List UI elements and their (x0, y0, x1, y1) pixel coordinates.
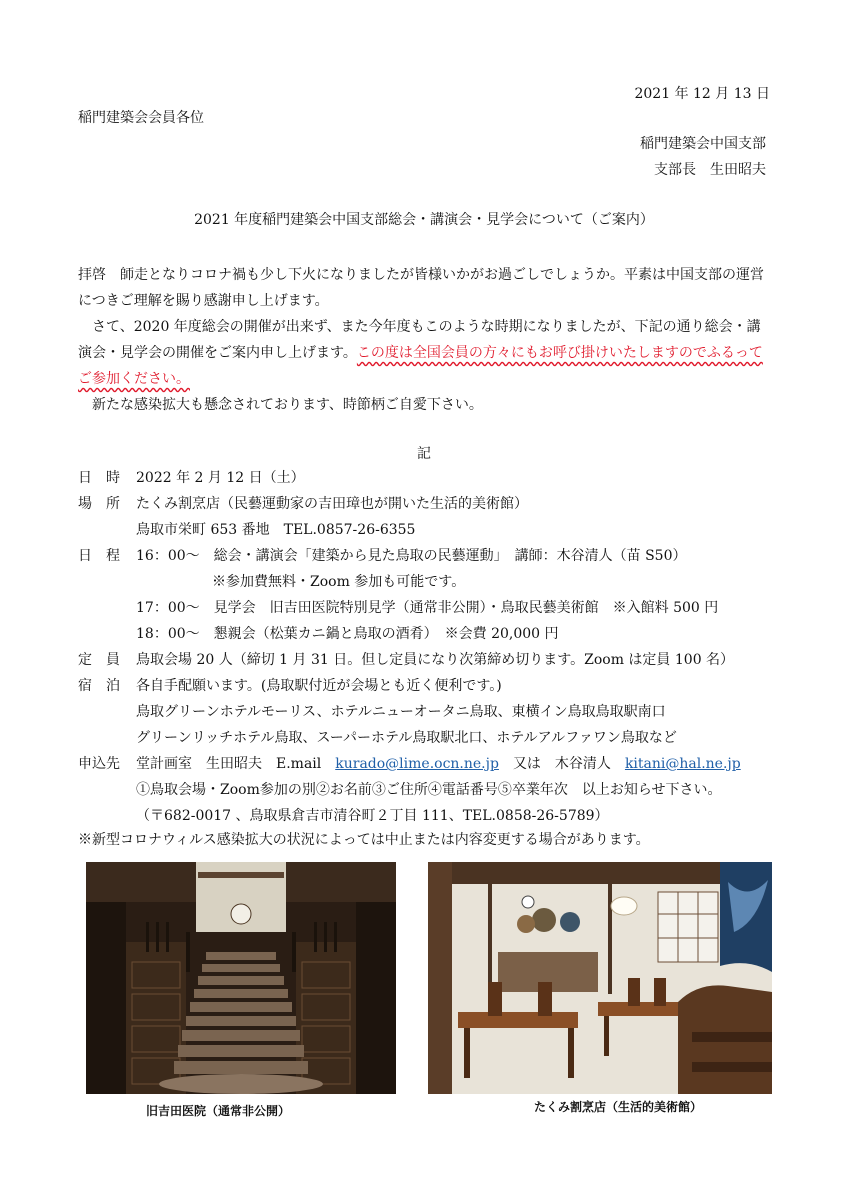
capacity-row (78, 650, 734, 670)
apply-row (78, 754, 741, 774)
body-paragraph-1: 拝啓 師走となりコロナ禍も少し下火になりましたが皆様いかがお過ごしでしょうか。平素は中国支部の運営につきご理解を賜り感謝申し上げます。 (78, 267, 764, 309)
email-link-kurado[interactable]: kurado@lime.ocn.ne.jp (335, 756, 499, 772)
schedule-row (78, 546, 686, 566)
schedule-item-1: 16：00～ 総会・講演会「建築から見た鳥取の民藝運動」 講師：木谷清人（苗 S50） (136, 548, 687, 564)
apply-instructions: ①鳥取会場・Zoom参加の別②お名前③ご住所④電話番号⑤卒業年次 以上お知らせ下さい。 (136, 782, 722, 798)
place-line-1: たくみ割烹店（民藝運動家の吉田璋也が開いた生活的美術館） (136, 496, 528, 512)
capacity-value: 鳥取会場 20 人（締切 1 月 31 日。但し定員になり次第締め切ります。Zoom は定員 100 名） (136, 652, 735, 668)
page-title: 2021 年度稲門建築会中国支部総会・講演会・見学会について（ご案内） (194, 212, 654, 228)
takumi-restaurant-photo (428, 862, 772, 1094)
sender-name: 支部長 生田昭夫 (654, 162, 766, 178)
apply-label: 申込先 (78, 756, 120, 772)
yoshida-clinic-photo (86, 862, 396, 1094)
apply-contact-1: 堂計画室 生田昭夫 E.mail (136, 756, 322, 772)
place-label: 場 所 (78, 496, 120, 512)
lodging-row (78, 676, 502, 696)
email-link-kitani[interactable]: kitani@hal.ne.jp (624, 756, 741, 772)
sender-org: 稲門建築会中国支部 (640, 136, 766, 152)
cancellation-notice: ※新型コロナウィルス感染拡大の状況によっては中止または内容変更する場合があります。 (78, 832, 650, 848)
schedule-item-1-note: ※参加費無料・Zoom 参加も可能です。 (212, 574, 466, 590)
apply-contact-2: 又は 木谷清人 (512, 756, 611, 772)
call-for-participation: この度は全国会員の方々にもお呼び掛けいたしますのでふるってご参加ください。 (78, 345, 763, 387)
lodging-line-2: 鳥取グリーンホテルモーリス、ホテルニューオータニ鳥取、東横イン鳥取鳥取駅南口 (136, 704, 666, 720)
date-label: 日 時 (78, 470, 120, 486)
date-row (78, 468, 305, 488)
right-photo-caption: たくみ割烹店（生活的美術館） (534, 1100, 703, 1114)
staircase-illustration (86, 862, 396, 1094)
restaurant-interior-illustration (428, 862, 772, 1094)
schedule-label: 日 程 (78, 548, 120, 564)
place-row (78, 494, 528, 514)
schedule-item-3: 18：00～ 懇親会（松葉カニ鍋と鳥取の酒肴） ※会費 20,000 円 (136, 626, 559, 642)
body-paragraph-3: 新たな感染拡大も懸念されております、時節柄ご自愛下さい。 (92, 397, 483, 413)
body-paragraph-2-text: さて、2020 年度総会の開催が出来ず、また今年度もこのような時期になりましたが、下記の通り総会・講演会・見学会の開催をご案内申し上げます。 (78, 319, 761, 361)
ki-heading: 記 (417, 446, 431, 462)
capacity-label: 定 員 (78, 652, 120, 668)
addressee: 稲門建築会会員各位 (78, 110, 204, 126)
left-photo-caption: 旧吉田医院（通常非公開） (146, 1104, 291, 1118)
apply-address: （〒682-0017 、鳥取県倉吉市清谷町２丁目 111、TEL.0858-26-5789） (136, 808, 609, 824)
body-paragraph-2 (78, 314, 770, 392)
document-date: 2021 年 12 月 13 日 (634, 86, 770, 102)
place-line-2: 鳥取市栄町 653 番地 TEL.0857-26-6355 (136, 522, 416, 538)
schedule-item-2: 17：00～ 見学会 旧吉田医院特別見学（通常非公開）・鳥取民藝美術館 ※入館料 500 円 (136, 600, 719, 616)
lodging-label: 宿 泊 (78, 678, 120, 694)
lodging-line-3: グリーンリッチホテル鳥取、スーパーホテル鳥取駅北口、ホテルアルファワン鳥取など (136, 730, 677, 746)
date-value: 2022 年 2 月 12 日（土） (136, 470, 305, 486)
lodging-line-1: 各自手配願います。(鳥取駅付近が会場とも近く便利です。) (136, 678, 502, 694)
